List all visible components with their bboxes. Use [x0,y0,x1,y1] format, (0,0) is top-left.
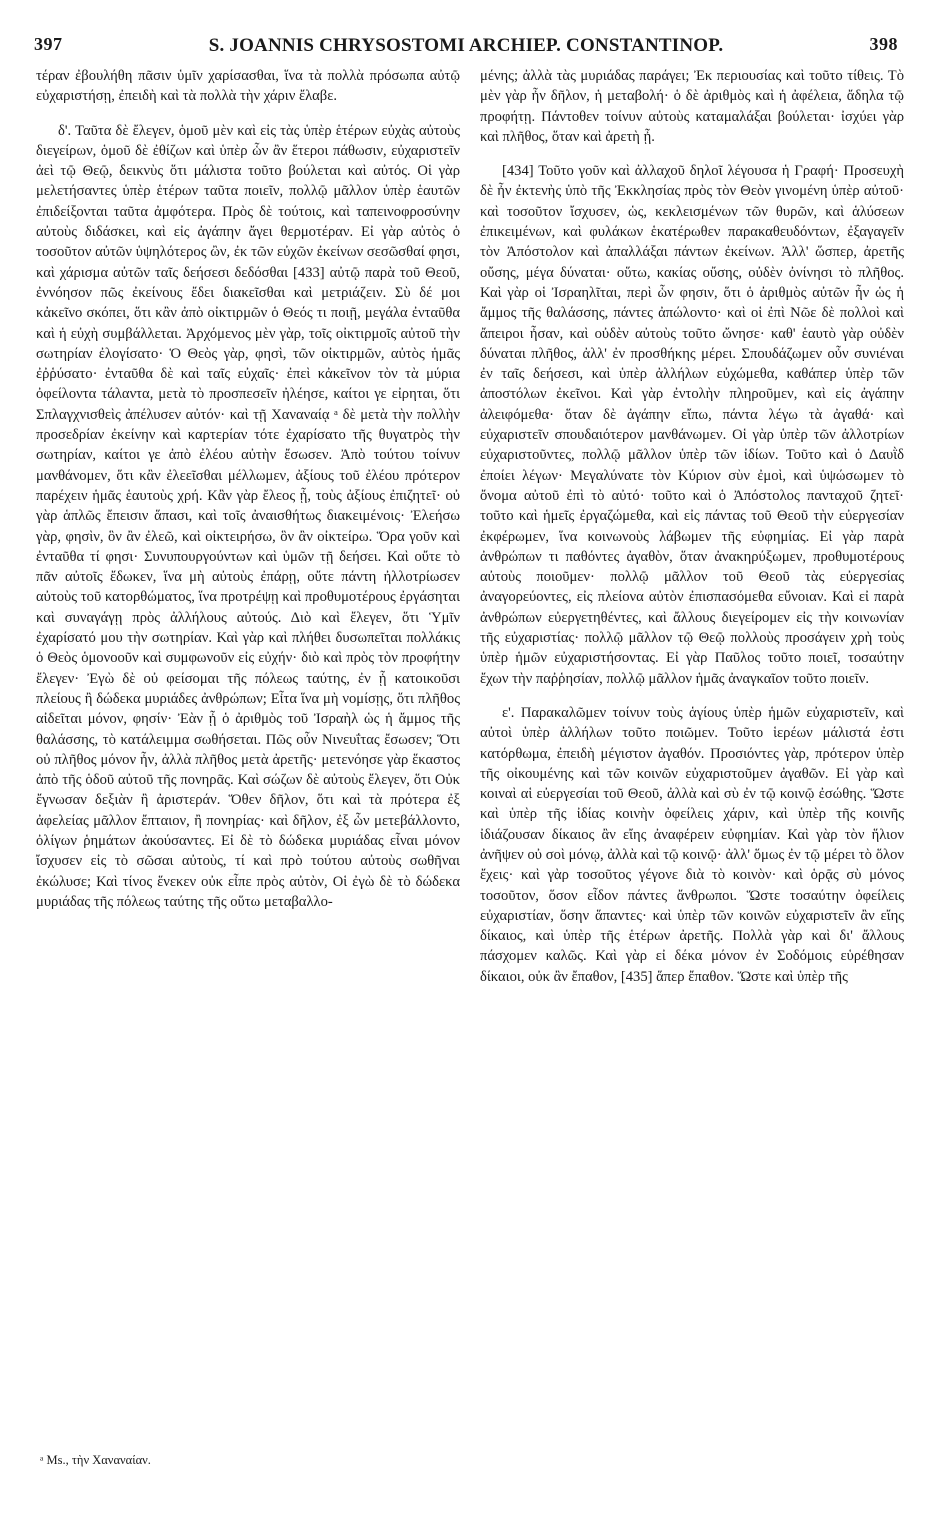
page-number-left: 397 [34,34,63,54]
running-title: S. JOANNIS CHRYSOSTOMI ARCHIEP. CONSTANTINOP. [208,35,724,56]
right-column [480,66,904,987]
right-paragraph-1: μένης; ἀλλὰ τὰς μυριάδας παράγει; Ἐκ περιουσίας καὶ τοῦτο τίθεις. Τὸ μὲν γὰρ ἦν δῆλον, ἡ μεταβολή· ὁ δὲ ἀριθμὸς καὶ ἡ ἀφέλεια, ἄδηλα τῷ προφήτῃ. Πάντοθεν τοίνυν αὐτοὺς καταμαλάξαι βούλεται· ἰσχύει γὰρ καὶ πλῆθος, ὅταν καὶ ἀρετὴ ᾖ. [480,68,904,145]
right-paragraph-3: ε'. Παρακαλῶμεν τοίνυν τοὺς ἁγίους ὑπὲρ ἡμῶν εὐχαριστεῖν, καὶ αὐτοὶ ὑπὲρ ἀλλήλων τοῦτο ποιῶμεν. Τοῦτο ἱερέων μάλιστά ἐστι κατόρθωμα, ἐπειδὴ μέγιστον ἀγαθόν. Προσιόντες γὰρ, πρότερον ὑπὲρ τῆς οἰκουμένης καὶ τῶν κοινῶν εὐχαριστοῦμεν ἀγαθῶν. Εἰ γὰρ καὶ κοιναὶ αἱ εὐεργεσίαι τοῦ Θεοῦ, ἀλλὰ καὶ σὺ ἐν τῷ κοινῷ ἐσώθης. Ὥστε καὶ ὑπὲρ τῆς ἰδίας κοινὴν ὀφείλεις χάριν, καὶ ὑπὲρ τῆς κοινῆς ἰδιάζουσαν δίκαιος ἂν εἴης ἀναφέρειν εὐφημίαν. Καὶ γὰρ τὸν ἥλιον ἀνῆψεν οὐ σοὶ μόνῳ, ἀλλὰ καὶ τῷ κοινῷ· ἀλλ' ὅμως ἐν τῷ μέρει τὸ ὅλον ἔχεις· καὶ γὰρ τοσοῦτος γέγονε διὰ τὸ κοινὸν· καὶ ὁρᾷς σὺ μόνος τοσοῦτον, ὅσον εἶδον πάντες ἄνθρωποι. Ὥστε τοσαύτην ὀφείλεις εὐχαριστίαν, ὅσην ἅπαντες· καὶ ὑπὲρ τῶν κοινῶν εὐχαριστεῖν ἂν εἴης δίκαιος, καὶ ὑπὲρ τῆς ἑτέρων ἀρετῆς. Πολλὰ γὰρ καὶ δι' ἄλλους πάσχομεν καλῶς. Καὶ γὰρ εἰ δέκα μόνον ἐν Σοδόμοις εὑρέθησαν δίκαιοι, οὐκ ἂν ἔπαθον, [435] ἅπερ ἔπαθον. Ὥστε καὶ ὑπὲρ τῆς [480,704,904,985]
footnote: ᵃ Ms., τὴν Χαναναίαν. [40,1453,151,1467]
left-paragraph-1: τέραν ἐβουλήθη πᾶσιν ὑμῖν χαρίσασθαι, ἵνα τὰ πολλὰ πρόσωπα αὐτῷ εὐχαριστήσῃ, ἐπειδὴ καὶ τὰ πολλὰ τὴν χάριν ἔλαβε. [36,68,460,105]
left-column [36,66,460,912]
left-paragraph-2: δ'. Ταῦτα δὲ ἔλεγεν, ὁμοῦ μὲν καὶ εἰς τὰς ὑπὲρ ἑτέρων εὐχὰς αὐτοὺς διεγείρων, ὁμοῦ δὲ ἐθίζων καὶ ὑπὲρ ὧν ἂν ἕτεροι πάθωσιν, εὐχαριστεῖν ἀεὶ τῷ Θεῷ, δεικνὺς ὅτι μάλιστα τοῦτο βούλεται καὶ αὐτός. Οἱ γὰρ μελετήσαντες ὑπὲρ ἑτέρων ταῦτα ποιεῖν, πολλῷ μᾶλλον ὑπὲρ ἑαυτῶν ἐπιδείξονται ταῦτα ἀμφότερα. Πρὸς δὲ τούτοις, καὶ ταπεινοφροσύνην αὐτοὺς διδάσκει, καὶ εἰς ἀγάπην ἄγει θερμοτέραν. Εἰ γὰρ αὐτὸς ὁ τοσοῦτον αὐτῶν ὑψηλότερος ὢν, ἐκ τῶν εὐχῶν ἐκείνων σεσῶσθαί φησι, καὶ χάρισμα αὐτῶν ταῖς δεήσεσι δεδόσθαι [433] αὐτῷ παρὰ τοῦ Θεοῦ, ἐννόησον πῶς ἐκείνους ἔδει διακεῖσθαι καὶ μετριάζειν. Σὺ δέ μοι κἀκεῖνο σκόπει, ὅτι κἂν ἀπὸ οἰκτιρμῶν ὁ Θεός τι ποιῇ, μεγάλα ἐνταῦθα καὶ ἡ εὐχὴ συμβάλλεται. Ἀρχόμενος μὲν γὰρ, τοῖς οἰκτιρμοῖς αὐτοῦ τὴν σωτηρίαν ἐλογίσατο· Ὁ Θεὸς γὰρ, φησὶ, τῶν οἰκτιρμῶν, αὐτὸς ἡμᾶς ἐῤῥύσατο· ἐνταῦθα δὲ καὶ ταῖς εὐχαῖς· ἐπεὶ κἀκεῖνον τὸν τὰ μύρια ὀφείλοντα τάλαντα, μετὰ τὸ προσπεσεῖν ἠλέησε, καίτοι γε εἰρηται, ὅτι Σπλαγχνισθεὶς ἀπέλυσεν αὐτόν· καὶ τῇ Χαναναίᾳ ᵃ δὲ μετὰ τὴν πολλὴν προσεδρίαν ἐκείνην καὶ καρτερίαν τότε ἐχαρίσατο τῆς θυγατρὸς τὴν σωτηρίαν, καίτοι γε ἀπὸ ἐλέου αὐτὴν ἔσωσεν. Ἀπὸ τούτου τοίνυν μανθάνομεν, ὅτι κἂν ἐλεεῖσθαι μέλλωμεν, ἀξίους τοῦ ἐλέου πρότερον παρέχειν ἡμᾶς ἑαυτοὺς χρή. Κἂν γὰρ ἔλεος ᾖ, τοὺς ἀξίους ἐπιζητεῖ· οὐ γὰρ ἁπλῶς ἔπεισιν ἅπασι, καὶ τοῖς ἀναισθήτως διακειμένοις· Ἐλεήσω γὰρ, φησὶν, ὃν ἂν ἐλεῶ, καὶ οἰκτειρήσω, ὃν ἂν οἰκτείρω. Ὅρα γοῦν καὶ ἐνταῦθα τί φησι· Συνυπουργούντων καὶ ὑμῶν τῇ δεήσει. Καὶ οὔτε τὸ πᾶν αὐτοῖς ἔδωκεν, ἵνα μὴ αὐτοὺς ἐπάρῃ, οὔτε πάντη ἠλλοτρίωσεν αὐτοὺς τοῦ κατορθώματος, ἵνα προτρέψῃ καὶ προθυμοτέρους ἐργάσηται καὶ συναγάγῃ πρὸς ἀλλήλους αὐτούς. Διὸ καὶ ἔλεγεν, ὅτι Ὑμῖν ἐχαρίσατό μου τὴν σωτηρίαν. Καὶ γὰρ καὶ πλήθει δυσωπεῖται πολλάκις ὁ Θεὸς ὁμονοοῦν καὶ συμφωνοῦν εἰς εὐχήν· διὸ καὶ πρὸς τὸν προφήτην ἔλεγεν· Ἐγὼ δὲ οὐ φείσομαι τῆς πόλεως ταύτης, ἐν ᾗ κατοικοῦσι πλείους ἢ δώδεκα μυριάδες ἀνθρώπων; Εἶτα ἵνα μὴ νομίσῃς, ὅτι πλῆθος αἰδεῖται μόνον, φησίν· Ἐὰν ᾖ ὁ ἀριθμὸς τοῦ Ἰσραὴλ ὡς ἡ ἄμμος τῆς θαλάσσης, τὸ κατάλειμμα σωθήσεται. Πῶς οὖν Νινευΐτας ἔσωσεν; Ὅτι οὐ πλῆθος μόνον ἦν, ἀλλὰ πλῆθος μετὰ ἀρετῆς· μετενόησε γὰρ ἕκαστος ἀπὸ τῆς ὁδοῦ αὐτοῦ τῆς πονηρᾶς. Καὶ σώζων δὲ αὐτοὺς ἔλεγεν, ὅτι Οὐκ ἔγνωσαν δεξιὰν ἢ ἀριστεράν. Ὅθεν δῆλον, ὅτι καὶ τὰ πρότερα ἐξ ἀφελείας μᾶλλον ἔπταιον, ἢ πονηρίας· καὶ δῆλον, ἐξ ὧν μετεβάλλοντο, ὀλίγων ῥημάτων ἀκούσαντες. Εἰ δὲ τὸ δώδεκα μυριάδας εἶναι μόνον ἴσχυσεν εἰς τὸ σῶσαι αὐτοὺς, τί καὶ πρὸ τούτου αὐτοὺς σωθῆναι ἐκώλυσε; Καὶ τίνος ἕνεκεν οὐκ εἶπε πρὸς αὐτὸν, Οἱ ἐγὼ δὲ τὸ δώδεκα μυριάδας τῆς πόλεως ταύτης τῆς οὕτω μεταβαλλο- [36,122,460,910]
page-header [34,34,898,64]
right-paragraph-2: [434] Τοῦτο γοῦν καὶ ἀλλαχοῦ δηλοῖ λέγουσα ἡ Γραφή· Προσευχὴ δὲ ἦν ἐκτενὴς ὑπὸ τῆς Ἐκκλησίας πρὸς τὸν Θεὸν γινομένη ὑπὲρ αὐτοῦ· καὶ τοσοῦτον ἴσχυσεν, ὡς, κεκλεισμένων τῶν θυρῶν, καὶ ἁλύσεων ἐπικειμένων, καὶ φυλάκων ἑκατέρωθεν παρακαθευδόντων, ἐξαγαγεῖν τὸν Ἀπόστολον καὶ ἀπαλλάξαι πάντων ἐκείνων. Ἀλλ' ὥσπερ, ἀρετῆς οὔσης, μέγα δύναται· οὕτω, κακίας οὔσης, οὐδὲν ὀνίνησι τὸ πλῆθος. Καὶ γὰρ οἱ Ἰσραηλῖται, περὶ ὧν φησιν, ὅτι ὁ ἀριθμὸς αὐτῶν ἦν ὡς ἡ ἄμμος τῆς θαλάσσης, πάντες ἀπώλοντο· καὶ οἱ ἐπὶ Νῶε δὲ πολλοὶ καὶ ἄπειροι ἦσαν, καὶ οὐδὲν αὐτοὺς τοῦτο ὤνησε· καθ' ἑαυτὸ γὰρ οὐδὲν δύναται πλῆθος, ἀλλ' ἐν προσθήκης μέρει. Σπουδάζωμεν οὖν συνιέναι ἐν ταῖς δεήσεσι, καὶ ὑπὲρ ἀλλήλων εὐχώμεθα, καθάπερ ὑπὲρ τῶν ἀποστόλων ἐκεῖνοι. Καὶ γὰρ ἐντολὴν πληροῦμεν, καὶ εἰς ἀγάπην ἀλειφόμεθα· ὅταν δὲ ἀγάπην εἴπω, πάντα λέγω τὰ ἀγαθά· καὶ εὐχαριστεῖν σπουδαιότερον μανθάνωμεν. Οἱ γὰρ ὑπὲρ τῶν ἀλλοτρίων εὐχαριστοῦντες, πολλῷ μᾶλλον ὑπὲρ τῶν ἰδίων. Τοῦτο καὶ ὁ Δαυῒδ ἐποίει λέγων· Μεγαλύνατε τὸν Κύριον σὺν ἐμοὶ, καὶ ὑψώσωμεν τὸ ὄνομα αὐτοῦ ἐπὶ τὸ αὐτό· τοῦτο καὶ ὁ Ἀπόστολος πανταχοῦ ζητεῖ· τοῦτο καὶ ἡμεῖς ἐργαζώμεθα, καὶ εἰς πάντας τοῦ Θεοῦ τὴν εὐεργεσίαν ἐκφέρωμεν, ἵνα κοινωνοὺς λάβωμεν τῆς εὐφημίας. Εἰ γὰρ παρὰ ἀνθρώπων τι παθόντες ἀγαθὸν, ὅταν ἀνακηρύξωμεν, προθυμοτέρους αὐτοὺς ποιοῦμεν· πολλῷ μᾶλλον τοῦ Θεοῦ τὰς εὐεργεσίας ἀναγορεύοντες, εἰς πλείονα αὐτὸν ἐπισπασόμεθα εὔνοιαν. Καὶ εἰ παρὰ ἀνθρώπων εὐεργετηθέντες, καὶ ἄλλους διεγείρομεν εἰς τὴν κοινωνίαν τῆς εὐχαριστίας· πολλῷ μᾶλλον τῷ Θεῷ πολλοὺς προσάγειν χρὴ τοὺς ὑπὲρ ἡμῶν εὐχαριστήσοντας. Εἰ γὰρ Παῦλος τοῦτο ποιεῖ, τοσαύτην ἔχων τὴν παῤῥησίαν, πολλῷ μᾶλλον ἡμᾶς ἀναγκαῖον τοῦτο ποιεῖν. [480,163,904,687]
page-number-right: 398 [869,34,898,54]
